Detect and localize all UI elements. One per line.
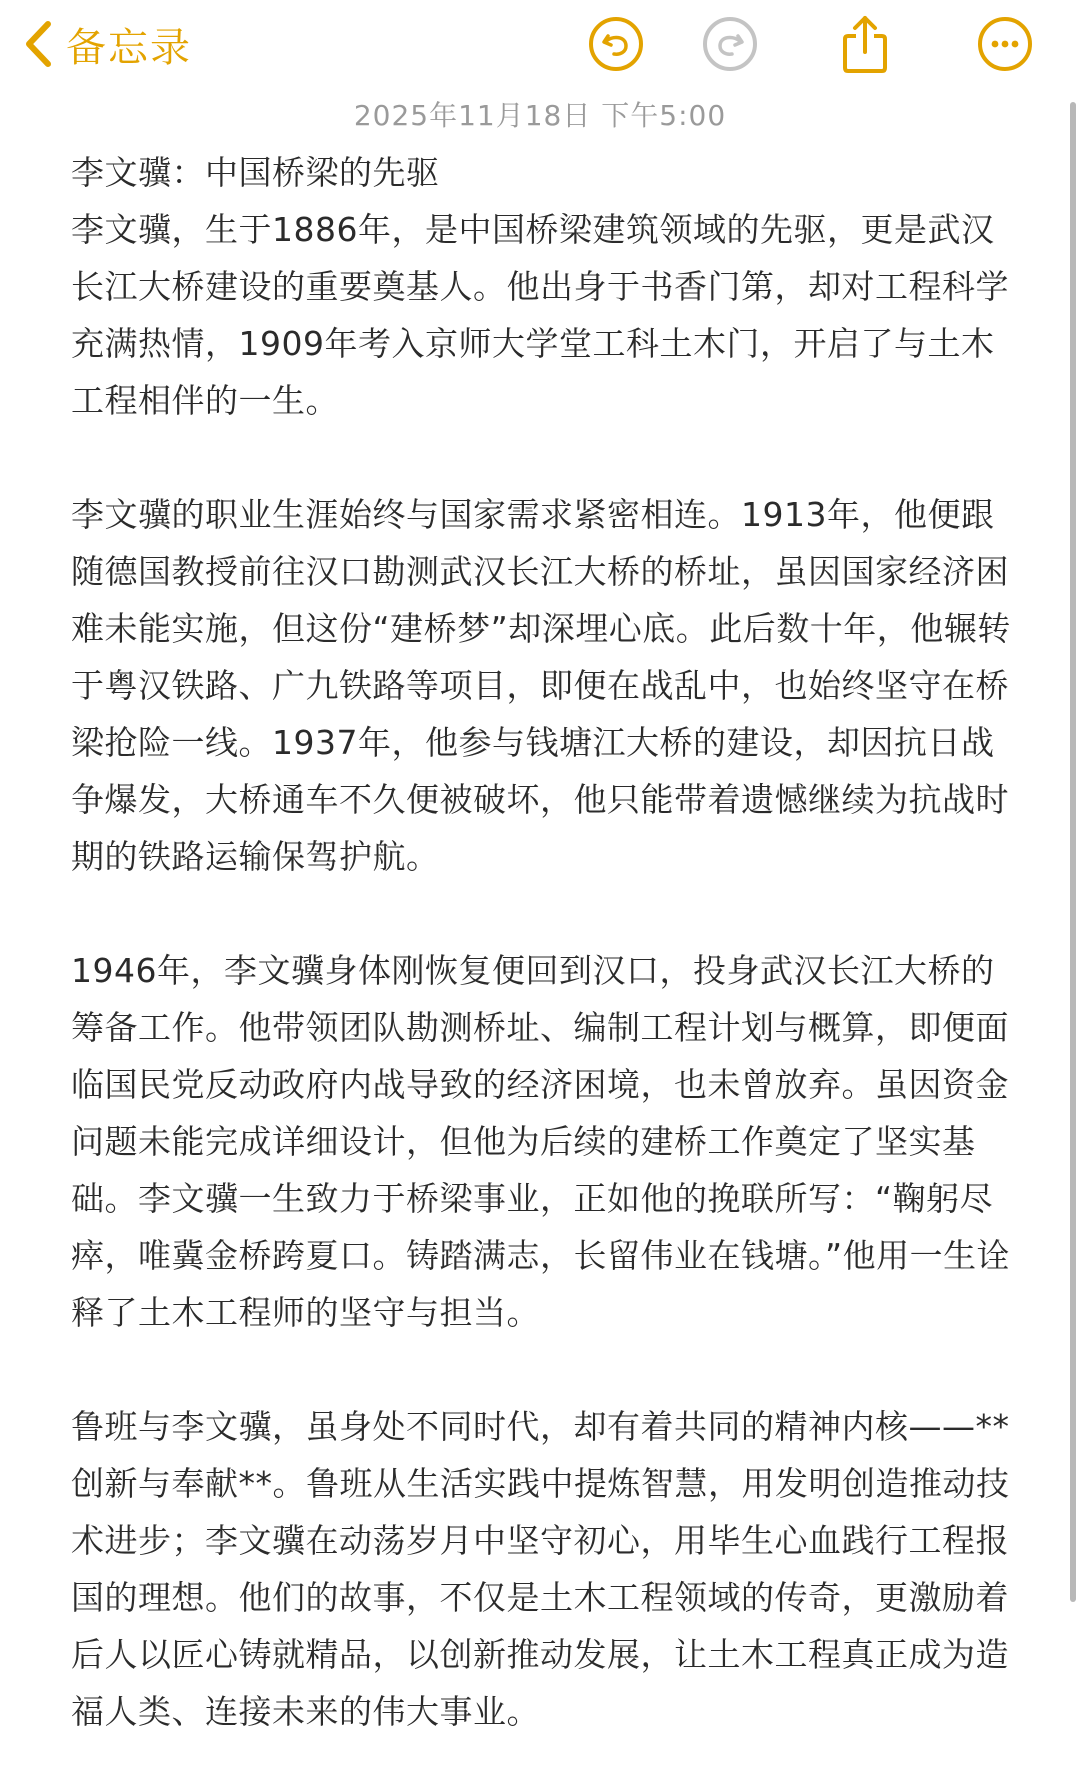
more-icon [977,16,1033,72]
back-button[interactable] [24,14,192,74]
note-paragraph: 1946年，李文骥身体刚恢复便回到汉口，投身武汉长江大桥的筹备工作。他带领团队勘测桥址、编制工程计划与概算，即便面临国民党反动政府内战导致的经济困境，也未曾放弃。虽因资金问题未能完成详细设计，但他为后续的建桥工作奠定了坚实基础。李文骥一生致力于桥梁事业，正如他的挽联所写：“鞠躬尽瘁，唯冀金桥跨夏口。铸踏满志，长留伟业在钱塘。”他用一生诠释了土木工程师的坚守与担当。 [71,951,1011,1332]
chevron-left-icon [24,20,52,68]
note-paragraph: 李文骥的职业生涯始终与国家需求紧密相连。1913年，他便跟随德国教授前往汉口勘测武汉长江大桥的桥址，虽因国家经济困难未能实施，但这份“建桥梦”却深埋心底。此后数十年，他辗转于粤汉铁路、广九铁路等项目，即便在战乱中，也始终坚守在桥梁抢险一线。1937年，他参与钱塘江大桥的建设，却因抗日战争爆发，大桥通车不久便被破坏，他只能带着遗憾继续为抗战时期的铁路运输保驾护航。 [71,495,1011,876]
back-label: 备忘录 [66,24,192,71]
redo-button[interactable] [700,14,760,74]
share-icon [839,14,891,74]
note-paragraph: 李文骥，生于1886年，是中国桥梁建筑领域的先驱，更是武汉长江大桥建设的重要奠基人。他出身于书香门第，却对工程科学充满热情，1909年考入京师大学堂工科土木门，开启了与土木工程相伴的一生。 [71,210,1009,420]
more-button[interactable] [975,14,1035,74]
undo-button[interactable] [586,14,646,74]
blank-line [71,885,1013,942]
note-paragraph: 鲁班与李文骥，虽身处不同时代，却有着共同的精神内核——**创新与奉献**。鲁班从生活实践中提炼智慧，用发明创造推动技术进步；李文骥在动荡岁月中坚守初心，用毕生心血践行工程报国的理想。他们的故事，不仅是土木工程领域的传奇，更激励着后人以匠心铸就精品，以创新推动发展，让土木工程真正成为造福人类、连接未来的伟大事业。 [71,1407,1010,1731]
blank-line [71,1341,1013,1398]
blank-line [71,429,1013,486]
undo-icon [588,16,644,72]
note-title: 李文骥：中国桥梁的先驱 [71,153,440,192]
share-button[interactable] [835,14,895,74]
redo-icon [702,16,758,72]
note-body[interactable] [71,144,1013,1740]
navigation-bar [0,0,1080,92]
note-timestamp: 2025年11月18日 下午5:00 [353,99,727,132]
scrollbar[interactable] [1070,102,1076,1602]
